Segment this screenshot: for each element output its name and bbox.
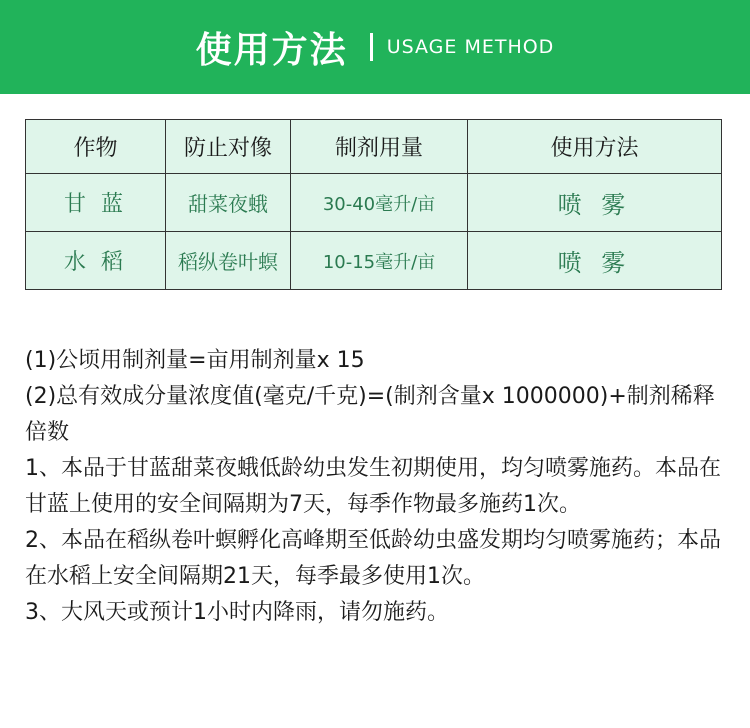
- note-item: (2)总有效成分量浓度值(毫克/千克)=(制剂含量x 1000000)+制剂稀释倍数: [25, 384, 715, 445]
- note-item: 3、大风天或预计1小时内降雨，请勿施药。: [25, 600, 449, 625]
- usage-table-container: [25, 119, 721, 290]
- header-method: 使用方法: [468, 120, 722, 174]
- note-item: 2、本品在稻纵卷叶螟孵化高峰期至低龄幼虫盛发期均匀喷雾施药；本品在水稻上安全间隔期21天，每季最多使用1次。: [25, 528, 721, 589]
- usage-notes: [25, 343, 730, 631]
- cell-target: 稻纵卷叶螟: [166, 232, 291, 290]
- table-header-row: [26, 120, 722, 174]
- header-banner-content: [0, 0, 750, 94]
- cell-method: 喷 雾: [468, 232, 722, 290]
- cell-dose: 30-40毫升/亩: [291, 174, 468, 232]
- cell-method: 喷 雾: [468, 174, 722, 232]
- table-row: [26, 232, 722, 290]
- banner-divider: [370, 33, 373, 61]
- usage-table: [25, 119, 722, 290]
- cell-dose: 10-15毫升/亩: [291, 232, 468, 290]
- header-dose: 制剂用量: [291, 120, 468, 174]
- cell-crop: 水 稻: [26, 232, 166, 290]
- banner-title: 使用方法: [195, 29, 348, 71]
- table-row: [26, 174, 722, 232]
- cell-target: 甜菜夜蛾: [166, 174, 291, 232]
- note-item: 1、本品于甘蓝甜菜夜蛾低龄幼虫发生初期使用，均匀喷雾施药。本品在甘蓝上使用的安全间隔期为7天，每季作物最多施药1次。: [25, 456, 721, 517]
- header-target: 防止对像: [166, 120, 291, 174]
- header-crop: 作物: [26, 120, 166, 174]
- cell-crop: 甘 蓝: [26, 174, 166, 232]
- note-item: (1)公顷用制剂量=亩用制剂量x 15: [25, 348, 365, 373]
- banner-subtitle: USAGE METHOD: [386, 36, 555, 58]
